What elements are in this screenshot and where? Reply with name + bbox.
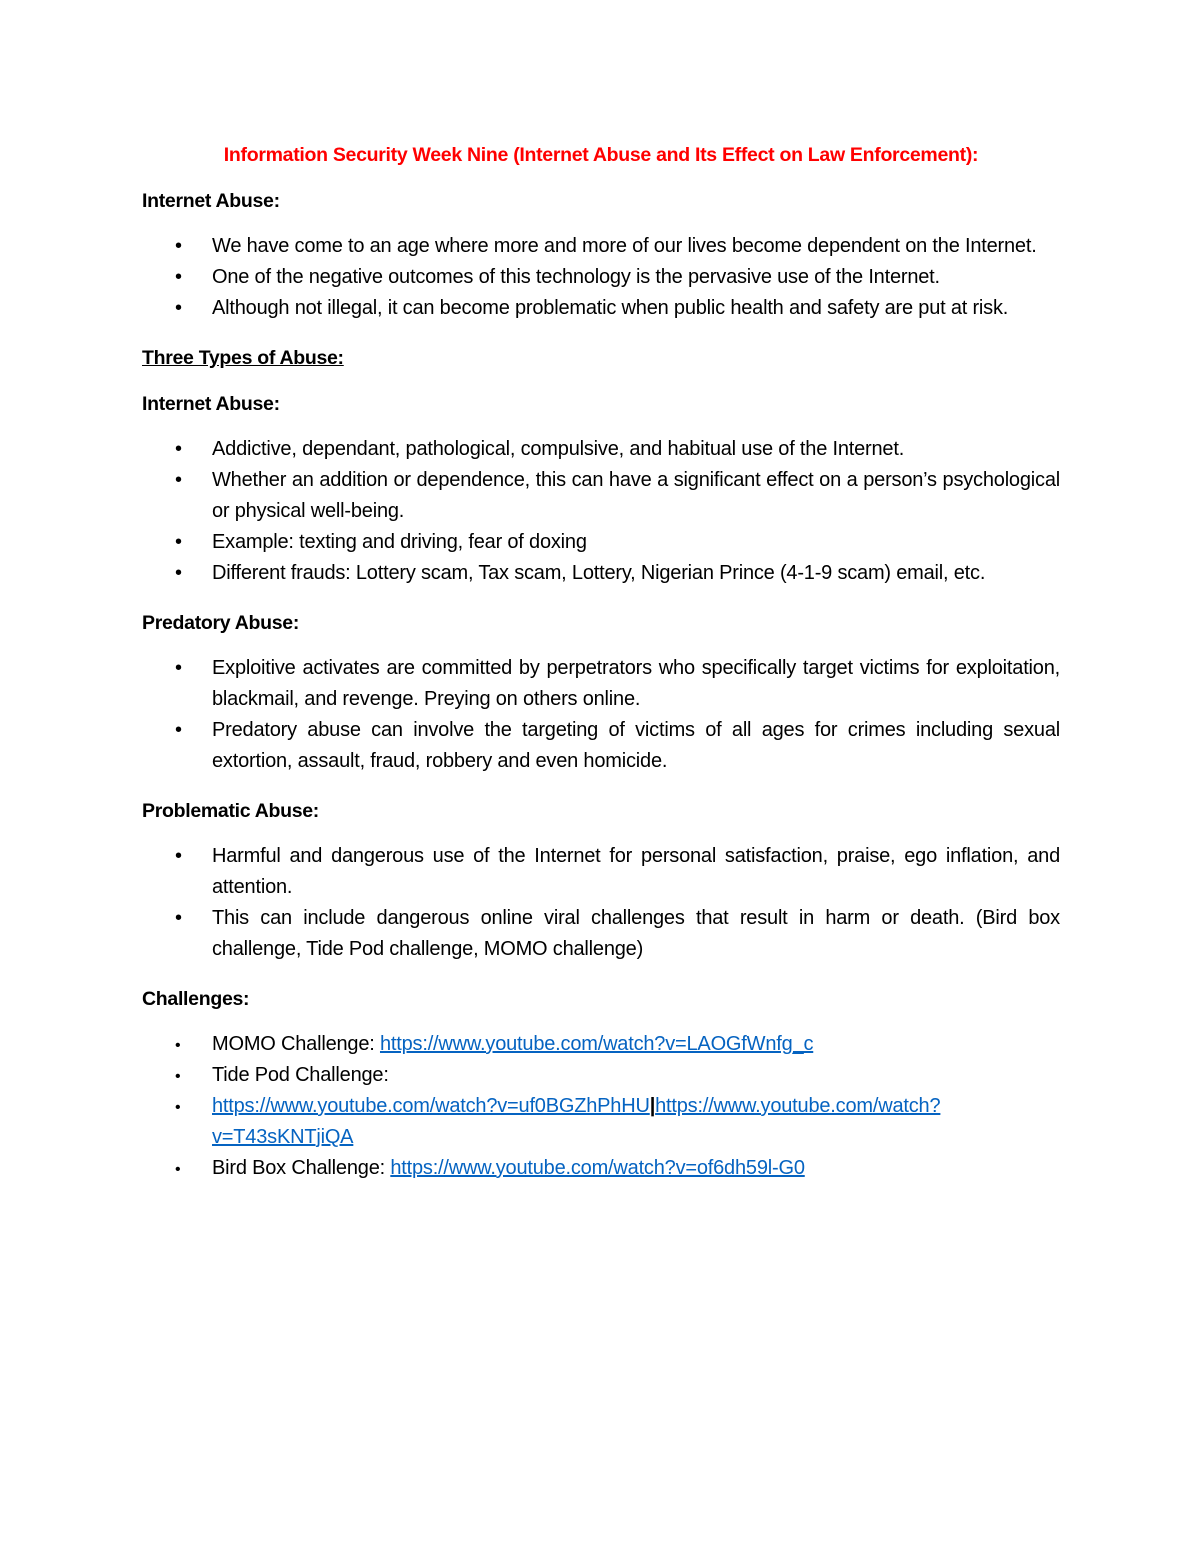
bullet-icon — [175, 1153, 180, 1185]
intro-list — [142, 231, 1060, 324]
section-heading-problematic-abuse: Problematic Abuse: — [142, 800, 320, 822]
tide-pod-link-1[interactable]: https://www.youtube.com/watch?v=uf0BGZhPhHU — [212, 1095, 650, 1117]
bullet-icon — [175, 558, 182, 589]
bullet-icon — [175, 293, 182, 324]
bullet-icon — [175, 231, 182, 262]
bullet-icon — [175, 465, 182, 496]
list-item — [142, 1153, 1060, 1184]
bullet-icon — [175, 527, 182, 558]
bird-box-link[interactable]: https://www.youtube.com/watch?v=of6dh59l-G0 — [390, 1157, 805, 1179]
list-item: • Different frauds: Lottery scam, Tax scam, Lottery, Nigerian Prince (4-1-9 scam) email, etc. — [142, 558, 1060, 589]
momo-link[interactable]: https://www.youtube.com/watch?v=LAOGfWnfg_c — [379, 1033, 814, 1055]
bullet-icon — [175, 653, 182, 684]
link-separator: | — [649, 1095, 656, 1117]
list-item: • Addictive, dependant, pathological, compulsive, and habitual use of the Internet. — [142, 434, 1060, 465]
list-item: • Whether an addition or dependence, this can have a significant effect on a person’s psychological or physical well-being. — [142, 465, 1060, 527]
section-heading-internet-abuse-intro: Internet Abuse: — [142, 190, 280, 212]
list-item: • This can include dangerous online viral challenges that result in harm or death. (Bird box challenge, Tide Pod challenge, MOMO challenge) — [142, 903, 1060, 965]
tide-pod-link-2[interactable]: https://www.youtube.com/watch?v=T43sKNTjiQA — [212, 1095, 941, 1148]
internet-abuse-list — [142, 434, 1060, 589]
predatory-abuse-list — [142, 653, 1060, 777]
list-item: • Predatory abuse can involve the targeting of victims of all ages for crimes including sexual extortion, assault, fraud, robbery and even homicide. — [142, 715, 1060, 777]
list-item: • One of the negative outcomes of this technology is the pervasive use of the Internet. — [142, 262, 1060, 293]
bullet-icon — [175, 715, 182, 746]
list-item: • Although not illegal, it can become problematic when public health and safety are put at risk. — [142, 293, 1060, 324]
challenges-list — [142, 1029, 1060, 1184]
bullet-icon — [175, 903, 182, 934]
bullet-icon — [175, 1091, 180, 1123]
section-heading-internet-abuse: Internet Abuse: — [142, 393, 280, 415]
section-heading-predatory-abuse: Predatory Abuse: — [142, 612, 300, 634]
bullet-icon — [175, 434, 182, 465]
problematic-abuse-list — [142, 841, 1060, 965]
tide-pod-label: Tide Pod Challenge: — [212, 1064, 389, 1086]
bullet-icon — [175, 841, 182, 872]
bird-box-label: Bird Box Challenge: — [212, 1157, 391, 1179]
bullet-icon — [175, 1060, 180, 1092]
list-item — [142, 1060, 1060, 1091]
list-item: • Exploitive activates are committed by perpetrators who specifically target victims for exploitation, blackmail, and revenge. Preying on others online. — [142, 653, 1060, 715]
list-item — [142, 1029, 1060, 1060]
list-item: • Harmful and dangerous use of the Internet for personal satisfaction, praise, ego inflation, and attention. — [142, 841, 1060, 903]
list-item — [142, 1091, 1060, 1153]
list-item: • Example: texting and driving, fear of doxing — [142, 527, 1060, 558]
bullet-icon — [175, 1029, 180, 1061]
list-item: • We have come to an age where more and more of our lives become dependent on the Internet. — [142, 231, 1060, 262]
section-heading-three-types: Three Types of Abuse: — [142, 347, 344, 369]
momo-label: MOMO Challenge: — [212, 1033, 380, 1055]
section-heading-challenges: Challenges: — [142, 988, 250, 1010]
bullet-icon — [175, 262, 182, 293]
document-title: Information Security Week Nine (Internet Abuse and Its Effect on Law Enforcement): — [223, 144, 979, 166]
